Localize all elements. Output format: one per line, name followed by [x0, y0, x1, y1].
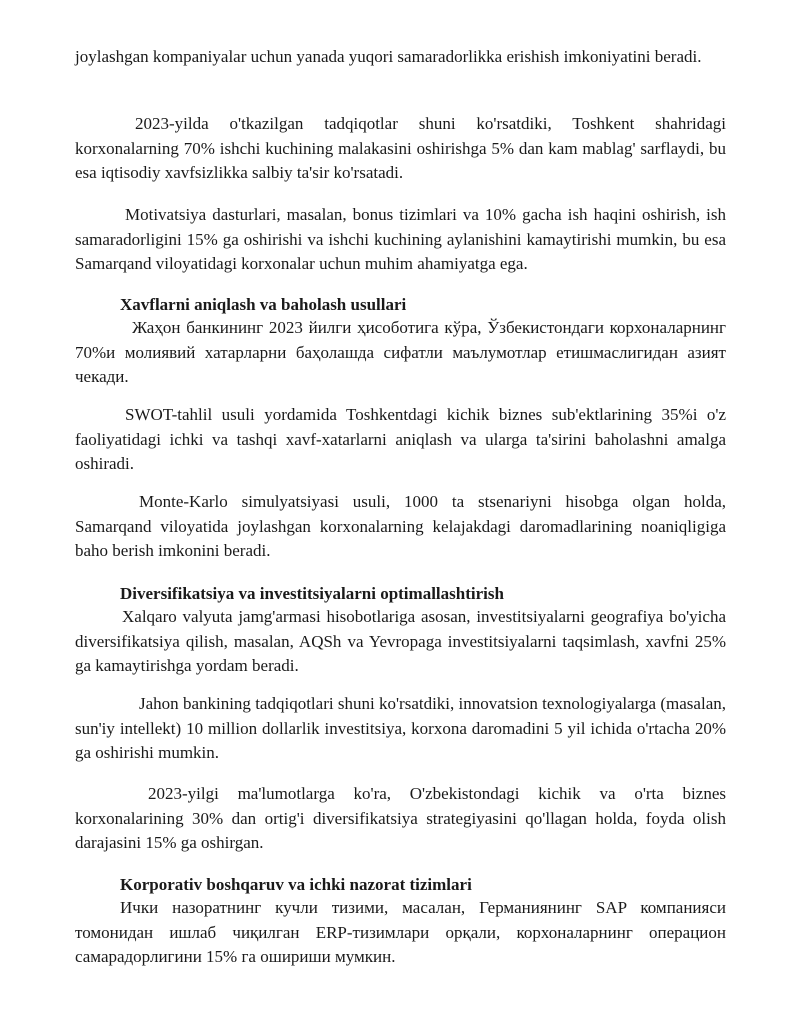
section-heading-corporate-governance: Korporativ boshqaruv va ichki nazorat tizimlari: [120, 875, 472, 894]
section-heading-diversification: Diversifikatsiya va investitsiyalarni optimallashtirish: [120, 584, 504, 603]
paragraph-10: Ички назоратнинг кучли тизими, масалан, Германиянинг SAP компанияси томонидан ишлаб чиқилган ERP-тизимлари орқали, корхоналарнинг операцион самарадорлигини 15% га ошириши мумкин.: [75, 898, 726, 966]
paragraph-9: 2023-yilgi ma'lumotlarga ko'ra, O'zbekistondagi kichik va o'rta biznes korxonalarining 30% dan ortig'i diversifikatsiya strategiyasini qo'llagan holda, foyda olish darajasini 15% ga oshirgan.: [75, 784, 726, 852]
paragraph-5: SWOT-tahlil usuli yordamida Toshkentdagi kichik biznes sub'ektlarining 35%i o'z faoliyatidagi ichki va tashqi xavf-xatarlarni aniqlash va ularga ta'sirini baholashni amalga oshiradi.: [75, 405, 726, 473]
section-heading-risk-methods: Xavflarni aniqlash va baholash usullari: [120, 295, 407, 314]
paragraph-8: Jahon bankining tadqiqotlari shuni ko'rsatdiki, innovatsion texnologiyalarga (masalan, sun'iy intellekt) 10 million dollarlik investitsiya, korxona daromadini 5 yil ichida o'rtacha 20% ga oshirishi mumkin.: [75, 694, 726, 762]
paragraph-2: 2023-yilda o'tkazilgan tadqiqotlar shuni ko'rsatdiki, Toshkent shahridagi korxonalarning 70% ishchi kuchining malakasini oshirishga 5% dan kam mablag' sarflaydi, bu esa iqtisodiy xavfsizlikka salbiy ta'sir ko'rsatadi.: [75, 114, 726, 182]
paragraph-7: Xalqaro valyuta jamg'armasi hisobotlariga asosan, investitsiyalarni geografiya bo'yicha diversifikatsiya qilish, masalan, AQSh va Yevropaga investitsiyalarni taqsimlash, xavfni 25% ga kamaytirishga yordam beradi.: [75, 607, 726, 675]
paragraph-6: Monte-Karlo simulyatsiyasi usuli, 1000 ta stsenariyni hisobga olgan holda, Samarqand viloyatida joylashgan korxonalarning kelajakdagi daromadlarining noaniqligiga baho berish imkonini beradi.: [75, 492, 726, 560]
paragraph-4: Жаҳон банкининг 2023 йилги ҳисоботига кўра, Ўзбекистондаги корхоналарнинг 70%и молиявий хатарларни баҳолашда сифатли маълумотлар етишмаслигидан азият чекади.: [75, 318, 726, 386]
paragraph-1: joylashgan kompaniyalar uchun yanada yuqori samaradorlikka erishish imkoniyatini beradi.: [75, 47, 702, 66]
paragraph-3: Motivatsiya dasturlari, masalan, bonus tizimlari va 10% gacha ish haqini oshirish, ish samaradorligini 15% ga oshirishi va ishchi kuchining aylanishini kamaytirishi mumkin, bu esa Samarqand viloyatidagi korxonalar uchun muhim ahamiyatga ega.: [75, 205, 726, 273]
